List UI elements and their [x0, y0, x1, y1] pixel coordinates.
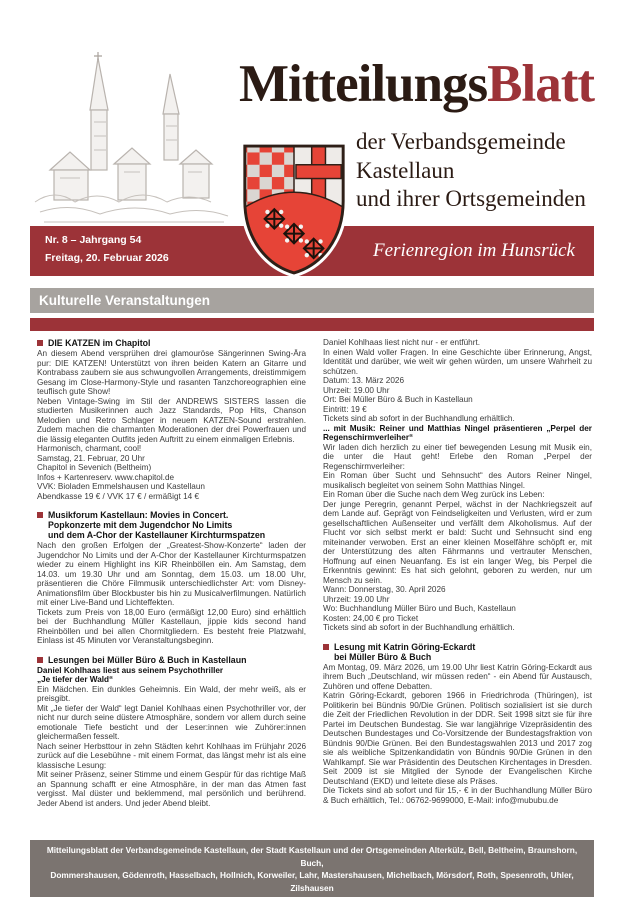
info-line: Tickets sind ab sofort in der Buchhandlung erhältlich.	[323, 623, 515, 632]
region-tagline: Ferienregion im Hunsrück	[373, 240, 575, 261]
issue-date: Freitag, 20. Februar 2026	[45, 252, 169, 264]
paragraph: Die Tickets sind ab sofort und für 15,- € in der Buchhandlung Müller Büro & Buch erhältlich, Tel.: 06762-9699000, E-Mail: info@mububu.de	[323, 786, 592, 805]
bullet-square-icon	[323, 644, 329, 650]
info-line: Tickets sind ab sofort in der Buchhandlung erhältlich.	[323, 414, 515, 423]
info-line: Ein Roman über die Suche nach dem Weg zurück ins Leben:	[323, 490, 545, 499]
left-column	[37, 338, 306, 808]
issue-info	[45, 231, 169, 267]
paragraph: Tickets zum Preis von 18,00 Euro (ermäßigt 12,00 Euro) sind erhältlich bei der Buchhandlung Müller Kastellaun, jippie kids second hand Rheinböllen und bei allen Chormitgliedern. Es besteht freie Platzwahl, Einlass ist 45 Minuten vor Veranstaltungsbeginn.	[37, 607, 306, 645]
info-line: Chapitol in Sevenich (Beltheim)	[37, 463, 152, 472]
info-line: Kosten: 24,00 € pro Ticket	[323, 613, 419, 623]
subtitle-line: und ihrer Ortsgemeinden	[356, 186, 586, 211]
paragraph: Nach den großen Erfolgen der „Greatest-Show-Konzerte“ laden der Jugendchor No Limits und der A-Chor der Kastellauner Kirchturmspatzen wieder zu einem Highlight ins KiR Rheinböllen ein. Am Samstag, dem 14.03. um 19.30 Uhr und am Sonntag, dem 15.03. um 18.00 Uhr, präsentieren die Chöre Filmmusik unterschiedlichster Art: vom Disney-Animationsfilm über Blockbuster bis hin zu Musicalverfilmungen. Natürlich mit einer Live-Band und Lichteffekten.	[37, 541, 306, 607]
article-columns	[37, 338, 592, 808]
article-heading-text: Lesungen bei Müller Büro & Buch in Kastellaun	[48, 654, 247, 665]
article-heading	[323, 642, 592, 662]
info-line: Ort: Bei Müller Büro & Buch in Kastellaun	[323, 395, 473, 404]
info-line: Daniel Kohlhaas liest nicht nur - er entführt.	[323, 338, 481, 347]
paragraph: Wir laden dich herzlich zu einer tief bewegenden Lesung mit Musik ein, die unter die Haut geht! Erlebe den Roman „Perpel der Regenschirmverleiher:	[323, 442, 592, 471]
paragraph: Neben Vintage-Swing im Stil der ANDREWS SISTERS lassen die studierten Musikerinnen auch Jazz Standards, Pop Hits, Chanson Melodien und Retro Schlager in neuem KATZEN-Sound erstrahlen. Zudem machen die charmanten Moderationen der drei Powerfrauen und die lässig eleganten Outfits jeden Auftritt zu einem einmaligen Erlebnis.	[37, 396, 306, 444]
article-heading-text: Musikforum Kastellaun: Movies in Concert. Popkonzerte mit dem Jugendchor No Limits und dem A-Chor der Kastellauner Kirchturmspatzen	[48, 510, 266, 540]
info-line: Harmonisch, charmant, cool!	[37, 444, 142, 453]
paragraph: Ein Mädchen. Ein dunkles Geheimnis. Ein Wald, der mehr weiß, als er preisgibt.	[37, 684, 306, 703]
church-sketch-illustration	[30, 52, 235, 228]
info-line: Uhrzeit: 19.00 Uhr	[323, 594, 390, 604]
bold-line: Daniel Kohlhaas liest aus seinem Psychothriller	[37, 665, 224, 675]
issue-number: Nr. 8 – Jahrgang 54	[45, 234, 142, 246]
subtitle	[356, 128, 586, 214]
info-line: Infos + Kartenreserv. www.chapitol.de	[37, 472, 175, 482]
article-heading-text: Lesung mit Katrin Göring-Eckardt bei Müller Büro & Buch	[334, 641, 476, 662]
coat-of-arms	[235, 140, 353, 278]
page-title	[239, 55, 594, 113]
section-header: Kulturelle Veranstaltungen	[30, 288, 594, 313]
paragraph: Nach seiner Herbsttour in zehn Städten kehrt Kohlhaas im Frühjahr 2026 zurück auf die Lesebühne - mit einem Format, das längst mehr ist als eine klassische Lesung:	[37, 741, 306, 770]
masthead	[0, 0, 625, 288]
subtitle-line: der Verbandsgemeinde	[356, 129, 566, 154]
info-line: Samstag, 21. Februar, 20 Uhr	[37, 453, 145, 463]
paragraph: In einen Wald voller Fragen. In eine Geschichte über Erinnerung, Angst, Identität und darüber, wie weit wir gehen würden, um unsere Wahrheit zu schützen.	[323, 347, 592, 376]
info-line: Uhrzeit: 19.00 Uhr	[323, 385, 390, 395]
paragraph: Am Montag, 09. März 2026, um 19.00 Uhr liest Katrin Göring-Eckardt aus ihrem Buch „Deutschland, wir müssen reden“ - ein Abend für Austausch, Zuhören und offene Debatten.	[323, 662, 592, 691]
bullet-square-icon	[37, 512, 43, 518]
article-heading	[37, 338, 306, 348]
info-line: Abendkasse 19 € / VVK 17 € / ermäßigt 14 €	[37, 491, 200, 501]
info-line: VVK: Bioladen Emmelshausen und Kastellaun	[37, 482, 205, 491]
paragraph: Mit seiner Präsenz, seiner Stimme und einem Gespür für das richtige Maß an Spannung schafft er eine Atmosphäre, in der man das Atmen fast vergisst. Mal düster und beklemmend, mal persönlich und berührend. Jeder Abend ist anders. Und jeder Abend bleibt.	[37, 770, 306, 808]
bullet-square-icon	[37, 340, 43, 346]
info-line: Eintritt: 19 €	[323, 404, 367, 414]
subtitle-line: Kastellaun	[356, 157, 455, 183]
imprint-footer	[30, 840, 594, 897]
paragraph: Katrin Göring-Eckardt, geboren 1966 in Friedrichroda (Thüringen), ist Politikerin bei Bündnis 90/Die Grünen. Politisch sozialisiert ist sie durch die Zeit der Friedlichen Revolution in der DDR. Seit 1998 sitzt sie für ihre Partei im Deutschen Bundestag. Sie war langjährige Vizepräsidentin des Deutschen Bundestages und Co-Vorsitzende der Bundestagsfraktion von Bündnis 90/Die Grünen. Bei den Bundestagswahlen 2013 und 2017 zog sie als weibliche Spitzenkandidatin von Bündnis 90/Die Grünen in den Wahlkampf. Sie war Präsidentin des Deutschen Kirchentages in Dresden. Seit 2009 ist sie Mitglied der Synode der Evangelischen Kirche Deutschland (EKD) und leitete diese als Präses.	[323, 691, 592, 786]
imprint-line-2: Dommershausen, Gödenroth, Hasselbach, Hollnich, Korweiler, Lahr, Mastershausen, Michelbach, Mörsdorf, Roth, Spesenroth, Uhler, Zilshausen	[50, 870, 574, 893]
title-part-1: Mitteilungs	[239, 55, 488, 113]
paragraph: An diesem Abend versprühen drei glamouröse Sängerinnen Swing-Ära pur: DIE KATZEN! Unterstützt von ihren beiden Katern an Gitarre und Kontrabass zaubern sie aus schwungvollen Arrangements, dreistimmigem Gesang im Close-Harmony-Style und rasanten Tanzchoreographien eine teuflisch gute Show!	[37, 349, 306, 396]
imprint-line-1: Mitteilungsblatt der Verbandsgemeinde Kastellaun, der Stadt Kastellaun und der Ortsgemeinden Alterkülz, Bell, Beltheim, Braunshorn, Buch,	[46, 845, 578, 868]
section-divider-bar	[30, 318, 594, 331]
article-heading	[37, 510, 306, 540]
paragraph: Mit „Je tiefer der Wald“ legt Daniel Kohlhaas einen Psychothriller vor, der nicht nur durch seine düstere Atmosphäre, sondern vor allem durch seine emotionale Tiefe besticht und der Leser:innen wie Zuhörer:innen gleichermaßen fesselt.	[37, 703, 306, 741]
bold-line: „Je tiefer der Wald“	[37, 675, 114, 684]
info-line: Wann: Donnerstag, 30. April 2026	[323, 585, 446, 594]
paragraph: Ein Roman über Sucht und Sehnsucht“ des Autors Reiner Ningel, musikalisch begleitet von seinem Sohn Matthias Ningel.	[323, 471, 592, 490]
bullet-square-icon	[37, 657, 43, 663]
article-heading	[37, 655, 306, 665]
right-column	[323, 338, 592, 808]
title-part-2: Blatt	[487, 55, 594, 113]
bold-paragraph: ... mit Musik: Reiner und Matthias Ningel präsentieren „Perpel der Regenschirmverleiher“	[323, 423, 592, 442]
info-line: Wo: Buchhandlung Müller Büro und Buch, Kastellaun	[323, 604, 516, 613]
info-line: Datum: 13. März 2026	[323, 376, 405, 385]
article-heading-text: DIE KATZEN im Chapitol	[48, 338, 151, 348]
paragraph: Der junge Peregrin, genannt Perpel, wächst in der Nachkriegszeit auf dem Lande auf. Geprägt von Feindseligkeiten und Verlusten, wird er zum gesellschaftlichen Außenseiter und verfällt dem Alkoholismus. Auf der Flucht vor sich selbst merkt er bald: Sucht und Sehnsucht sind eng miteinander verwoben. Erst an einer kleinen Moselfähre schöpft er, mit der Unterstützung des alten Fährmanns und vertrauter Menschen, Hoffnung auf einen Neuanfang. Es ist ein langer Weg, bis Perpel die Erkenntnis gewinnt: Es hat sich gelohnt, geboren zu werden, nur um Mensch zu sein.	[323, 499, 592, 585]
